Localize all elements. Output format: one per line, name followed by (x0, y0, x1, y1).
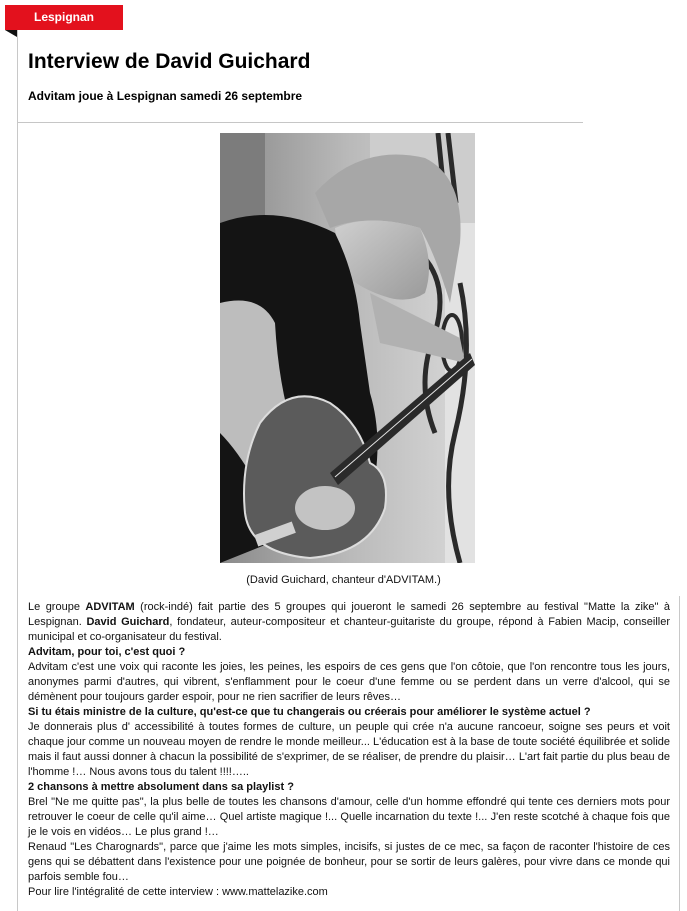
header-divider (18, 122, 583, 123)
guitarist-photo (220, 133, 475, 563)
question-3: 2 chansons à mettre absolument dans sa playlist ? (28, 781, 294, 793)
footer-link-line[interactable]: Pour lire l'intégralité de cette interview : www.mattelazike.com (28, 886, 328, 898)
page-frame-left (17, 20, 18, 911)
tag-fold-shadow (5, 30, 17, 37)
page-frame-right (679, 596, 680, 911)
band-name: ADVITAM (85, 601, 135, 613)
article-title: Interview de David Guichard (28, 50, 311, 73)
question-2: Si tu étais ministre de la culture, qu'est-ce que tu changerais ou créerais pour améliorer le système actuel ? (28, 706, 591, 718)
photo-caption: (David Guichard, chanteur d'ADVITAM.) (246, 574, 441, 586)
article-subtitle: Advitam joue à Lespignan samedi 26 septembre (28, 89, 303, 103)
answer-1: Advitam c'est une voix qui raconte les joies, les peines, les espoirs de ces gens que l'on côtoie, que l'on rencontre tous les jours, anonymes parmi d'autres, qui vibrent, s'enflamment pour le coeur d'une femme ou se perdent dans un verre d'alcool, qui se démènent pour toujours garder espoir, pour ne rien sacrifier de leurs rêves… (28, 661, 670, 703)
article-body (28, 600, 670, 900)
interviewee-name: David Guichard (86, 616, 170, 628)
question-1: Advitam, pour toi, c'est quoi ? (28, 646, 186, 658)
answer-3b: Renaud "Les Charognards", parce que j'aime les mots simples, incisifs, si justes de ce mec, sa façon de raconter l'histoire de ces gens qui se débattent dans l'existence pour une poignée de bonheur, pour se sortir de leurs galères, pour vivre dans ce monde qui parfois semble fou… (28, 841, 670, 883)
section-tag[interactable]: Lespignan (5, 5, 123, 30)
answer-2: Je donnerais plus d' accessibilité à toutes formes de culture, un peuple qui crée n'a aucune rancoeur, soigne ses peurs et voit chaque jour comme un nouveau moyen de rendre le monde meilleur... L'éducation est à la base de toute société équilibrée et solide mais il faut aussi donner à chacun la possibilité de s'exprimer, de se réaliser, de prendre du plaisir… L'art fait partie du plus beau de l'homme !… Nous avons tous du talent !!!!….. (28, 721, 670, 778)
intro-paragraph: Le groupe ADVITAM (rock-indé) fait partie des 5 groupes qui joueront le samedi 26 septembre au festival "Matte la zike" à Lespignan. David Guichard, fondateur, auteur-compositeur et chanteur-guitariste du groupe, répond à Fabien Macip, conseiller municipal et co-organisateur du festival. (28, 601, 671, 643)
answer-3a: Brel "Ne me quitte pas", la plus belle de toutes les chansons d'amour, celle d'un homme effondré qui tente ces derniers mots pour retrouver le coeur de celle qu'il aime… Quel artiste magique !... Quelle incarnation du texte !... J'en reste scotché à chaque fois que je le vois en vidéos… Le plus grand !… (28, 796, 670, 838)
